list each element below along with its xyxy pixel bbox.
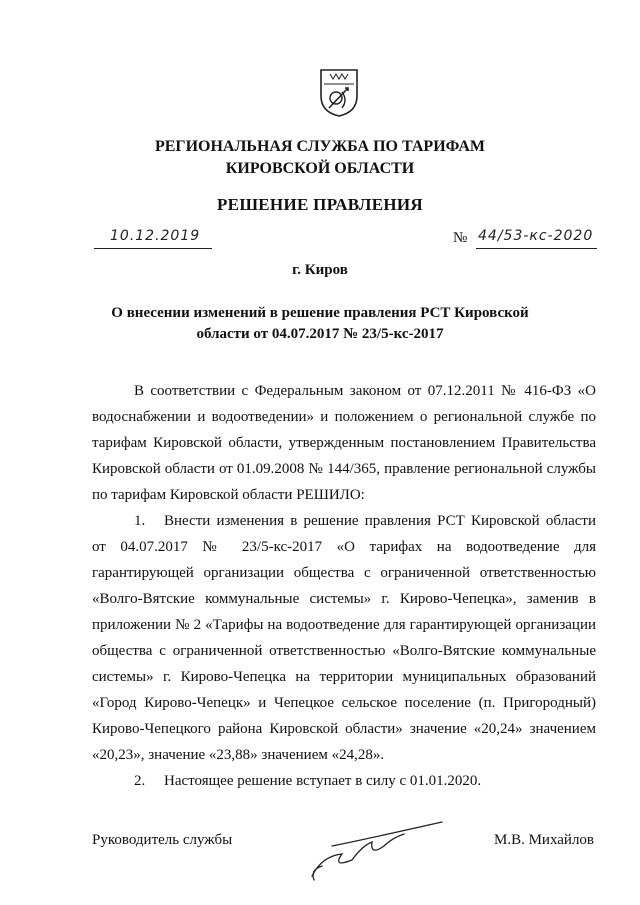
decision-item-2 — [92, 768, 596, 794]
document-date: 10.12.2019 — [110, 228, 201, 244]
document-body — [92, 378, 596, 794]
document-subject: О внесении изменений в решение правления РСТ Кировской области от 04.07.2017 № 23/5-кс-2017 — [111, 305, 529, 342]
signatory-position: Руководитель службы — [92, 832, 233, 848]
organization-name-line2: КИРОВСКОЙ ОБЛАСТИ — [225, 160, 415, 177]
item-number: 1. — [134, 513, 146, 529]
item-text: Внести изменения в решение правления РСТ Кировской области от 04.07.2017 № 23/5-кс-2017 «О тарифах на водоотведение для гарантирующей организации общества с ограниченной ответственностью «Волго-Вятские коммунальные системы» г. Кирово-Чепецка», заменив в приложении № 2 «Тарифы на водоотведение для гарантирующей организации общества с ограниченной ответственностью «Волго-Вятские коммунальные системы» г. Кирово-Чепецка на территории муниципальных образований «Город Кирово-Чепецк» и Чепецкое сельское поселение (п. Пригородный) Кирово-Чепецкого района Кировской области» значение «20,24» значением «20,23», значение «23,88» значением «24,28». — [92, 513, 596, 763]
item-number: 2. — [134, 773, 146, 789]
preamble-paragraph: В соответствии с Федеральным законом от 07.12.2011 № 416-ФЗ «О водоснабжении и водоотведении» и положением о региональной службе по тарифам Кировской области, утвержденным постановлением Правительства Кировской области от 01.09.2008 № 144/365, правление региональной службы по тарифам Кировской области РЕШИЛО: — [92, 383, 596, 503]
decision-item-1 — [92, 508, 596, 768]
handwritten-signature — [292, 816, 452, 886]
signatory-name: М.В. Михайлов — [494, 832, 595, 848]
item-text: Настоящее решение вступает в силу с 01.01.2020. — [164, 773, 482, 789]
document-type-title: РЕШЕНИЕ ПРАВЛЕНИЯ — [217, 195, 423, 214]
coat-of-arms-icon — [318, 66, 360, 118]
city-label: г. Киров — [292, 262, 348, 278]
document-number: 44/53-кс-2020 — [478, 228, 594, 244]
number-label: № — [453, 230, 468, 246]
organization-name-line1: РЕГИОНАЛЬНАЯ СЛУЖБА ПО ТАРИФАМ — [154, 138, 486, 155]
